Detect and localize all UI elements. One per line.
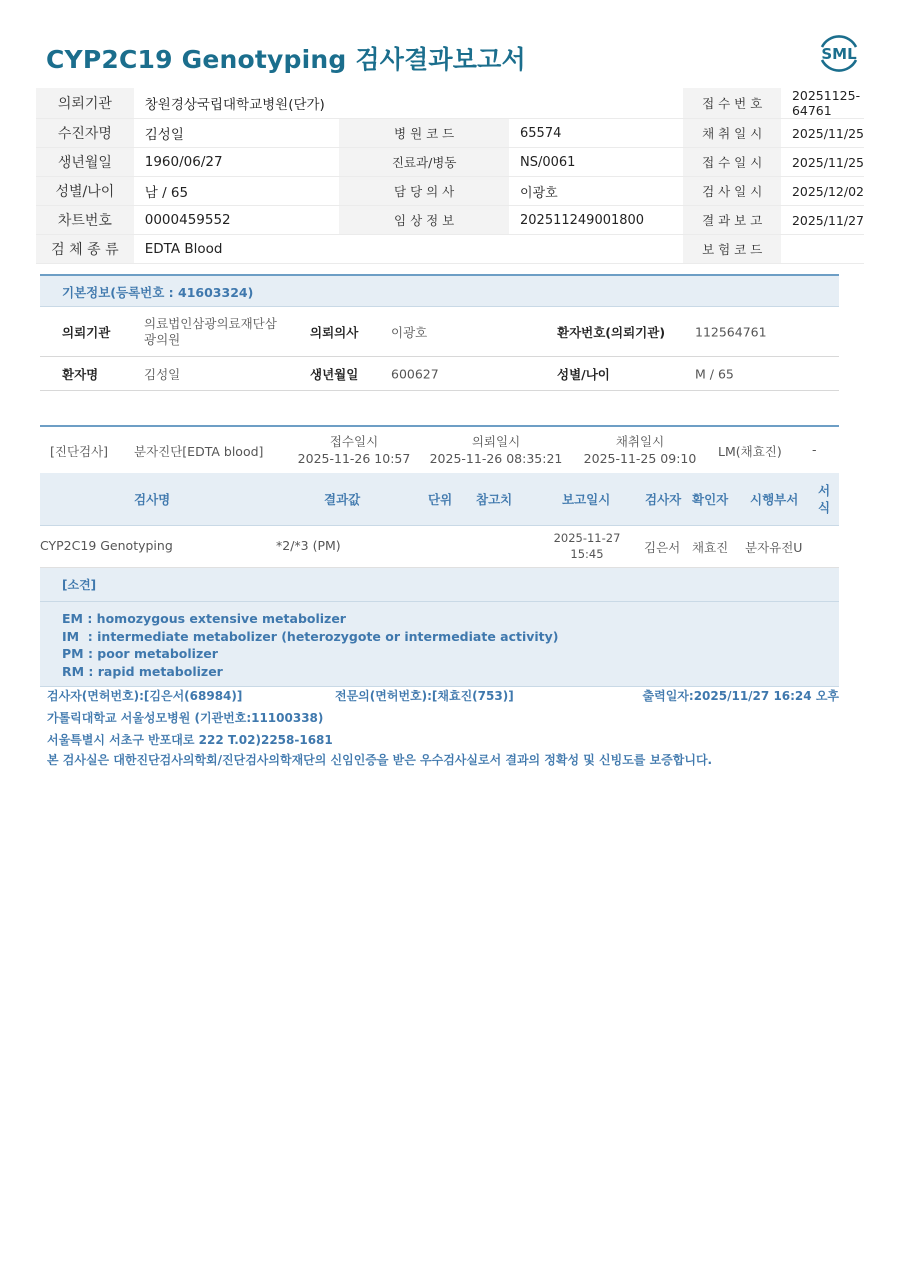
lm-name: LM(채효진)	[718, 444, 782, 459]
header-row	[36, 177, 864, 206]
basic-info-row	[40, 357, 839, 391]
exam-category: [진단검사]	[50, 444, 109, 459]
col-reference: 참고치	[476, 492, 513, 507]
received-datetime	[292, 433, 416, 467]
req-doc-label: 의뢰의사	[310, 324, 359, 340]
sex-age-value: M / 65	[695, 366, 734, 381]
header-label-l2: 담 당 의 사	[339, 177, 509, 206]
header-label-l3: 접 수 일 시	[683, 148, 781, 177]
header-label-l2	[339, 235, 509, 264]
received-label: 접수일시	[329, 434, 379, 449]
col-form-line-1: 서	[818, 483, 831, 498]
header-row	[36, 148, 864, 177]
header-value-v2	[509, 88, 683, 119]
result-column-header	[40, 473, 839, 526]
header-label-l3: 결 과 보 고	[683, 206, 781, 235]
dob-label: 생년월일	[310, 366, 359, 382]
report-date-line-2: 15:45	[570, 547, 604, 561]
opinion-body	[40, 602, 839, 687]
header-value-v1: EDTA Blood	[134, 235, 340, 264]
basic-info-section	[40, 274, 839, 391]
col-dept: 시행부서	[750, 492, 799, 507]
result-test-name: CYP2C19 Genotyping	[40, 538, 173, 553]
req-inst-label: 의뢰기관	[62, 324, 111, 340]
opinion-heading: [소견]	[40, 568, 839, 602]
header-value-v3: 2025/11/27	[781, 206, 864, 235]
header-value-v2: 이광호	[509, 177, 683, 206]
header-label-l1: 수진자명	[36, 119, 134, 148]
report-date-line-1: 2025-11-27	[553, 531, 621, 545]
patient-no-value: 112564761	[695, 324, 767, 339]
footer-tester: 검사자(면허번호):[김은서(68984)]	[47, 689, 243, 703]
header-label-l1: 차트번호	[36, 206, 134, 235]
col-tester: 검사자	[645, 492, 682, 507]
patient-no-label: 환자번호(의뢰기관)	[557, 324, 666, 340]
header-row	[36, 119, 864, 148]
header-label-l2: 임 상 정 보	[339, 206, 509, 235]
req-inst-value-line-2: 광의원	[144, 331, 181, 347]
header-value-v2: 65574	[509, 119, 683, 148]
requested-label: 의뢰일시	[471, 434, 521, 449]
sml-logo	[816, 30, 862, 76]
header-value-v1: 김성일	[134, 119, 340, 148]
header-label-l2	[339, 88, 509, 119]
collected-label: 채취일시	[615, 434, 665, 449]
footer-address: 서울특별시 서초구 반포대로 222 T.02)2258-1681	[47, 733, 333, 747]
requested-value: 2025-11-26 08:35:21	[429, 451, 563, 466]
col-result: 결과값	[324, 492, 361, 507]
requested-datetime	[426, 433, 566, 467]
col-form	[818, 482, 830, 516]
footer-certification: 본 검사실은 대한진단검사의학회/진단검사의학재단의 신임인증을 받은 우수검사실로서 결과의 정확성 및 신빙도를 보증합니다.	[47, 753, 713, 767]
req-doc-value: 이광호	[391, 324, 428, 340]
header-value-v3	[781, 235, 864, 264]
patient-name-value: 김성일	[144, 366, 181, 382]
header-row	[36, 88, 864, 119]
col-confirmer: 확인자	[692, 492, 729, 507]
result-dept: 분자유전U	[745, 540, 803, 555]
header-row	[36, 235, 864, 264]
received-value: 2025-11-26 10:57	[297, 451, 411, 466]
col-unit: 단위	[428, 492, 453, 507]
header-label-l3: 채 취 일 시	[683, 119, 781, 148]
patient-name-label: 환자명	[62, 366, 99, 382]
basic-info-row	[40, 307, 839, 357]
header-value-v3: 2025/11/25	[781, 148, 864, 177]
header-label-l3: 보 험 코 드	[683, 235, 781, 264]
header-value-v1: 창원경상국립대학교병원(단가)	[134, 88, 340, 119]
footer-hospital: 가톨릭대학교 서울성모병원 (기관번호:11100338)	[47, 711, 324, 725]
header-value-v3: 2025/12/02	[781, 177, 864, 206]
col-report-date: 보고일시	[562, 492, 611, 507]
exam-info-row	[40, 427, 839, 473]
sex-age-label: 성별/나이	[557, 366, 610, 382]
exam-section	[40, 425, 839, 687]
result-tester: 김은서	[644, 540, 681, 555]
lm-dash: -	[812, 442, 817, 457]
col-test-name: 검사명	[134, 492, 171, 507]
header-value-v3: 2025/11/25	[781, 119, 864, 148]
basic-info-heading: 기본정보(등록번호 : 41603324)	[40, 274, 839, 307]
footer-specialist: 전문의(면허번호):[채효진(753)]	[335, 689, 514, 703]
opinion-line: PM : poor metabolizer	[62, 646, 218, 661]
header-label-l3: 검 사 일 시	[683, 177, 781, 206]
header-value-v3: 20251125-64761	[781, 88, 864, 119]
result-report-date	[546, 530, 628, 562]
header-label-l2: 병 원 코 드	[339, 119, 509, 148]
header-value-v2: NS/0061	[509, 148, 683, 177]
header-label-l1: 검 체 종 류	[36, 235, 134, 264]
header-value-v1: 1960/06/27	[134, 148, 340, 177]
footer-printed: 출력일자:2025/11/27 16:24 오후	[642, 689, 839, 703]
dob-value: 600627	[391, 366, 439, 381]
result-value: *2/*3 (PM)	[276, 538, 341, 553]
header-label-l2: 진료과/병동	[339, 148, 509, 177]
col-form-line-2: 식	[818, 500, 831, 515]
header-row	[36, 206, 864, 235]
opinion-line: EM : homozygous extensive metabolizer	[62, 611, 346, 626]
header-value-v1: 남 / 65	[134, 177, 340, 206]
table-row	[40, 526, 839, 568]
opinion-line: RM : rapid metabolizer	[62, 663, 223, 679]
req-inst-value	[144, 316, 277, 348]
header-label-l1: 의뢰기관	[36, 88, 134, 119]
report-title: CYP2C19 Genotyping 검사결과보고서	[46, 45, 526, 74]
header-label-l3: 접 수 번 호	[683, 88, 781, 119]
collected-datetime	[580, 433, 700, 467]
result-confirmer: 채효진	[692, 540, 729, 555]
req-inst-value-line-1: 의료법인삼광의료재단삼	[144, 315, 277, 331]
exam-specimen: 분자진단[EDTA blood]	[134, 444, 264, 459]
header-label-l1: 성별/나이	[36, 177, 134, 206]
header-label-l1: 생년월일	[36, 148, 134, 177]
logo-text: SML	[821, 45, 857, 63]
opinion-line: IM : intermediate metabolizer (heterozygote or intermediate activity)	[62, 628, 559, 644]
header-value-v2: 202511249001800	[509, 206, 683, 235]
patient-header-table	[36, 88, 864, 264]
header-value-v2	[509, 235, 683, 264]
header-value-v1: 0000459552	[134, 206, 340, 235]
collected-value: 2025-11-25 09:10	[583, 451, 697, 466]
